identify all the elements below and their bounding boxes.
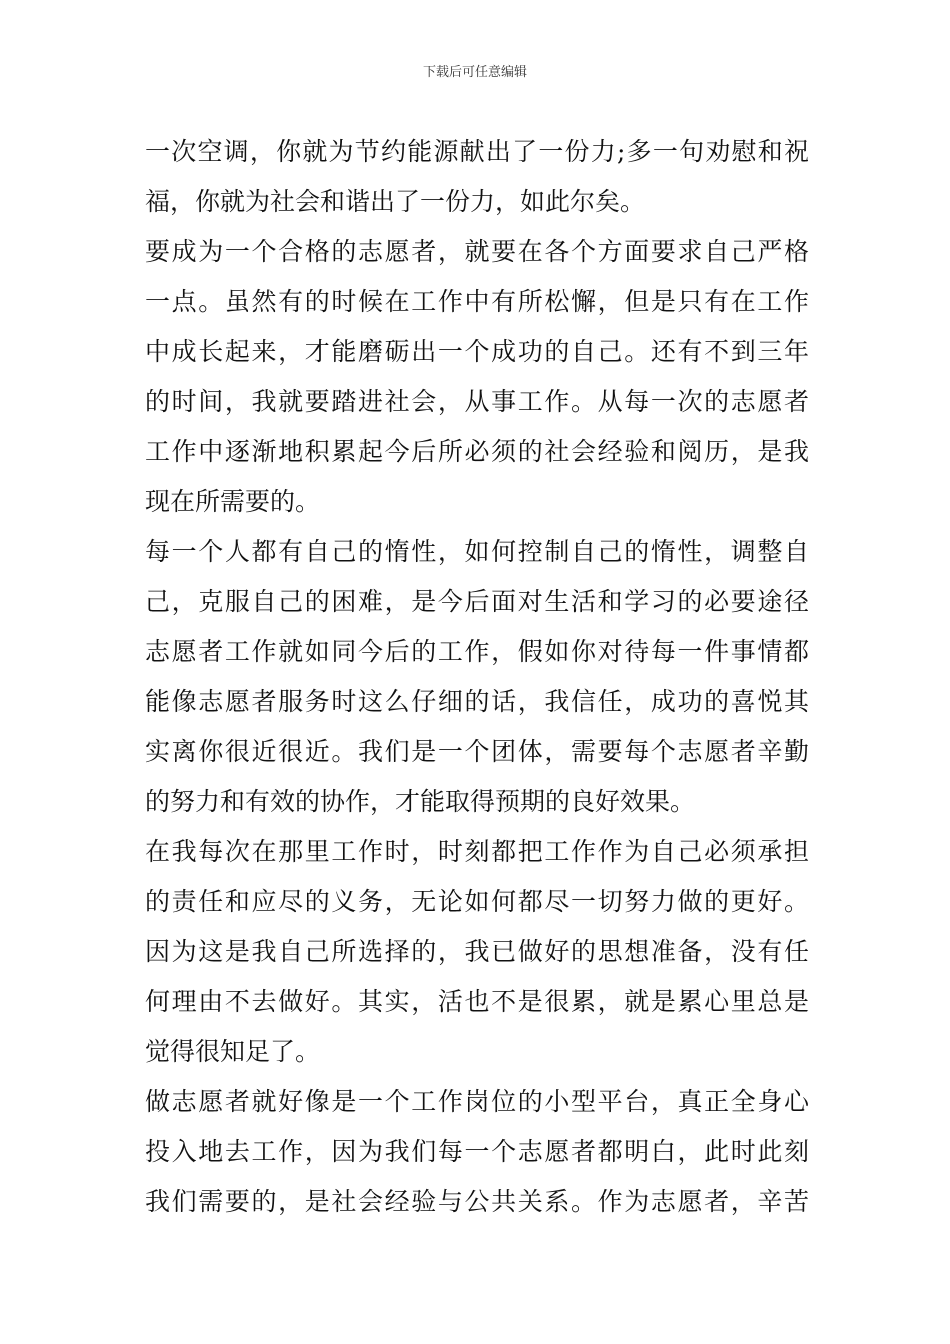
text-line: 何理由不去做好。其实，活也不是很累，就是累心里总是 [145, 987, 809, 1016]
paragraph-4 [145, 827, 809, 1077]
text-line: 实离你很近很近。我们是一个团体，需要每个志愿者辛勤 [145, 737, 809, 766]
text-line: 中成长起来，才能磨砺出一个成功的自己。还有不到三年 [145, 337, 809, 366]
text-line: 我们需要的，是社会经验与公共关系。作为志愿者，辛苦 [145, 1187, 809, 1216]
text-line: 一次空调，你就为节约能源献出了一份力;多一句劝慰和祝 [145, 137, 809, 166]
text-line: 觉得很知足了。 [145, 1037, 321, 1066]
paragraph-5 [145, 1077, 809, 1227]
text-line: 要成为一个合格的志愿者，就要在各个方面要求自己严格 [145, 237, 809, 266]
text-line: 因为这是我自己所选择的，我已做好的思想准备，没有任 [145, 937, 809, 966]
document-body [145, 127, 809, 1227]
paragraph-1 [145, 127, 809, 227]
text-line: 现在所需要的。 [145, 487, 321, 516]
text-line: 能像志愿者服务时这么仔细的话，我信任，成功的喜悦其 [145, 687, 809, 716]
text-line: 己，克服自己的困难，是今后面对生活和学习的必要途径 [145, 587, 809, 616]
paragraph-3 [145, 527, 809, 827]
text-line: 每一个人都有自己的惰性，如何控制自己的惰性，调整自 [145, 537, 809, 566]
text-line: 在我每次在那里工作时，时刻都把工作作为自己必须承担 [145, 837, 809, 866]
text-line: 投入地去工作，因为我们每一个志愿者都明白，此时此刻 [145, 1137, 809, 1166]
text-line: 的责任和应尽的义务，无论如何都尽一切努力做的更好。 [145, 887, 809, 916]
text-line: 的时间，我就要踏进社会，从事工作。从每一次的志愿者 [145, 387, 809, 416]
text-line: 的努力和有效的协作，才能取得预期的良好效果。 [145, 787, 696, 816]
page-header: 下载后可任意编辑 [422, 65, 527, 80]
text-line: 做志愿者就好像是一个工作岗位的小型平台，真正全身心 [145, 1087, 809, 1116]
text-line: 一点。虽然有的时候在工作中有所松懈，但是只有在工作 [145, 287, 809, 316]
paragraph-2 [145, 227, 809, 527]
text-line: 工作中逐渐地积累起今后所必须的社会经验和阅历，是我 [145, 437, 809, 466]
text-line: 志愿者工作就如同今后的工作，假如你对待每一件事情都 [145, 637, 809, 666]
text-line: 福，你就为社会和谐出了一份力，如此尔矣。 [145, 187, 646, 216]
